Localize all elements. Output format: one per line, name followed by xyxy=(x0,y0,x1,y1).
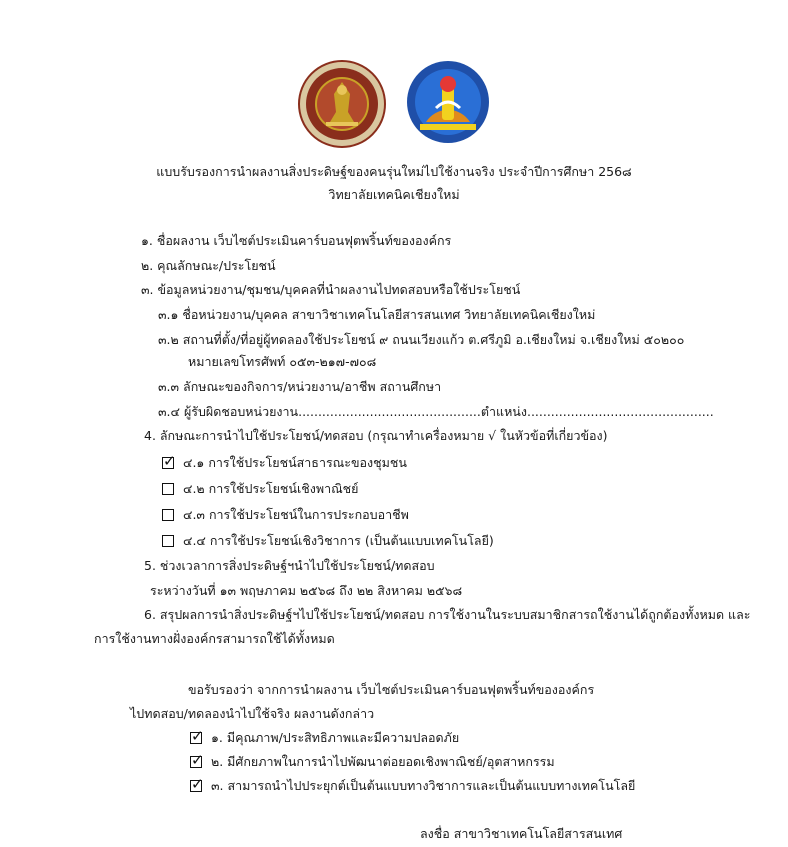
position-blank[interactable]: ............................................... xyxy=(526,404,714,419)
result-3-label: ๓. สามารถนำไปประยุกต์เป็นต้นแบบทางวิชาการและเป็นต้นแบบทางเทคโนโลยี xyxy=(211,778,636,793)
option-4-1-label: ๔.๑ การใช้ประโยชน์สาธารณะของชุมชน xyxy=(183,455,407,470)
result-3 xyxy=(190,778,635,793)
checkbox-result-3[interactable] xyxy=(190,780,202,792)
item-6-summary-cont: การใช้งานทางฝั่งองค์กรสามารถใช้ได้ทั้งหมด xyxy=(94,631,335,646)
checkbox-result-2[interactable] xyxy=(190,756,202,768)
checkbox-4-3[interactable] xyxy=(162,509,174,521)
option-4-1 xyxy=(162,455,407,470)
chiang-mai-technical-college-logo xyxy=(406,60,490,144)
item-5-dates: ระหว่างวันที่ ๑๓ พฤษภาคม ๒๕๖๘ ถึง ๒๒ สิงหาคม ๒๕๖๘ xyxy=(150,583,463,598)
option-4-4 xyxy=(162,533,494,548)
option-4-3-label: ๔.๓ การใช้ประโยชน์ในการประกอบอาชีพ xyxy=(183,507,409,522)
signature-line: ลงชื่อ สาขาวิชาเทคโนโลยีสารสนเทศ xyxy=(420,826,623,841)
result-2 xyxy=(190,754,555,769)
item-6-summary: 6. สรุปผลการนำสิ่งประดิษฐ์ฯไปใช้ประโยชน์/ทดสอบ การใช้งานในระบบสมาชิกสารถใช้งานได้ถูกต้องทั้งหมด และ xyxy=(144,607,751,622)
item-5-period: 5. ช่วงเวลาการสิ่งประดิษฐ์ฯนำไปใช้ประโยชน์/ทดสอบ xyxy=(144,558,435,573)
item-3-organization-info: ๓. ข้อมูลหน่วยงาน/ชุมชน/บุคคลที่นำผลงานไปทดสอบหรือใช้ประโยชน์ xyxy=(141,282,521,297)
option-4-2 xyxy=(162,481,359,496)
checkbox-4-1[interactable] xyxy=(162,457,174,469)
item-3-4-responsible-person xyxy=(158,404,714,419)
responsible-person-blank[interactable]: .............................................. xyxy=(298,404,481,419)
result-1-label: ๑. มีคุณภาพ/ประสิทธิภาพและมีความปลอดภัย xyxy=(211,730,460,745)
option-4-2-label: ๔.๒ การใช้ประโยชน์เชิงพาณิชย์ xyxy=(183,481,359,496)
vocational-commission-logo xyxy=(298,60,386,148)
item-3-2-phone: หมายเลขโทรศัพท์ ๐๕๓-๒๑๗-๗๐๘ xyxy=(188,354,377,369)
responsible-person-label: ๓.๔ ผู้รับผิดชอบหน่วยงาน xyxy=(158,404,299,419)
document-title: แบบรับรองการนำผลงานสิ่งประดิษฐ์ของคนรุ่นใหม่ไปใช้งานจริง ประจำปีการศึกษา 256๘ xyxy=(156,164,632,179)
certify-line-2: ไปทดสอบ/ทดลองนำไปใช้จริง ผลงานดังกล่าว xyxy=(130,706,375,721)
option-4-4-label: ๔.๔ การใช้ประโยชน์เชิงวิชาการ (เป็นต้นแบบเทคโนโลยี) xyxy=(183,533,494,548)
item-1-work-name: ๑. ชื่อผลงาน เว็บไซต์ประเมินคาร์บอนฟุตพริ้นท์ขององค์กร xyxy=(141,233,452,248)
certify-line-1: ขอรับรองว่า จากการนำผลงาน เว็บไซต์ประเมินคาร์บอนฟุตพริ้นท์ขององค์กร xyxy=(188,682,595,697)
result-1 xyxy=(190,730,459,745)
option-4-3 xyxy=(162,507,409,522)
item-3-1-organization-name: ๓.๑ ชื่อหน่วยงาน/บุคคล สาขาวิชาเทคโนโลยีสารสนเทศ วิทยาลัยเทคนิคเชียงใหม่ xyxy=(158,307,596,322)
checkbox-4-4[interactable] xyxy=(162,535,174,547)
college-name: วิทยาลัยเทคนิคเชียงใหม่ xyxy=(328,187,460,202)
checkbox-result-1[interactable] xyxy=(190,732,202,744)
item-4-usage-type: 4. ลักษณะการนำไปใช้ประโยชน์/ทดสอบ (กรุณาทำเครื่องหมาย √ ในหัวข้อที่เกี่ยวข้อง) xyxy=(144,428,608,443)
position-label: ตำแหน่ง xyxy=(480,404,527,419)
item-3-3-business-type: ๓.๓ ลักษณะของกิจการ/หน่วยงาน/อาชีพ สถานศึกษา xyxy=(158,379,442,394)
item-3-2-address: ๓.๒ สถานที่ตั้ง/ที่อยู่ผู้ทดลองใช้ประโยชน์ ๙ ถนนเวียงแก้ว ต.ศรีภูมิ อ.เชียงใหม่ จ.เชียงใหม่ ๕๐๒๐๐ xyxy=(158,332,685,347)
result-2-label: ๒. มีศักยภาพในการนำไปพัฒนาต่อยอดเชิงพาณิชย์/อุตสาหกรรม xyxy=(211,754,555,769)
checkbox-4-2[interactable] xyxy=(162,483,174,495)
item-2-benefits: ๒. คุณลักษณะ/ประโยชน์ xyxy=(141,258,276,273)
